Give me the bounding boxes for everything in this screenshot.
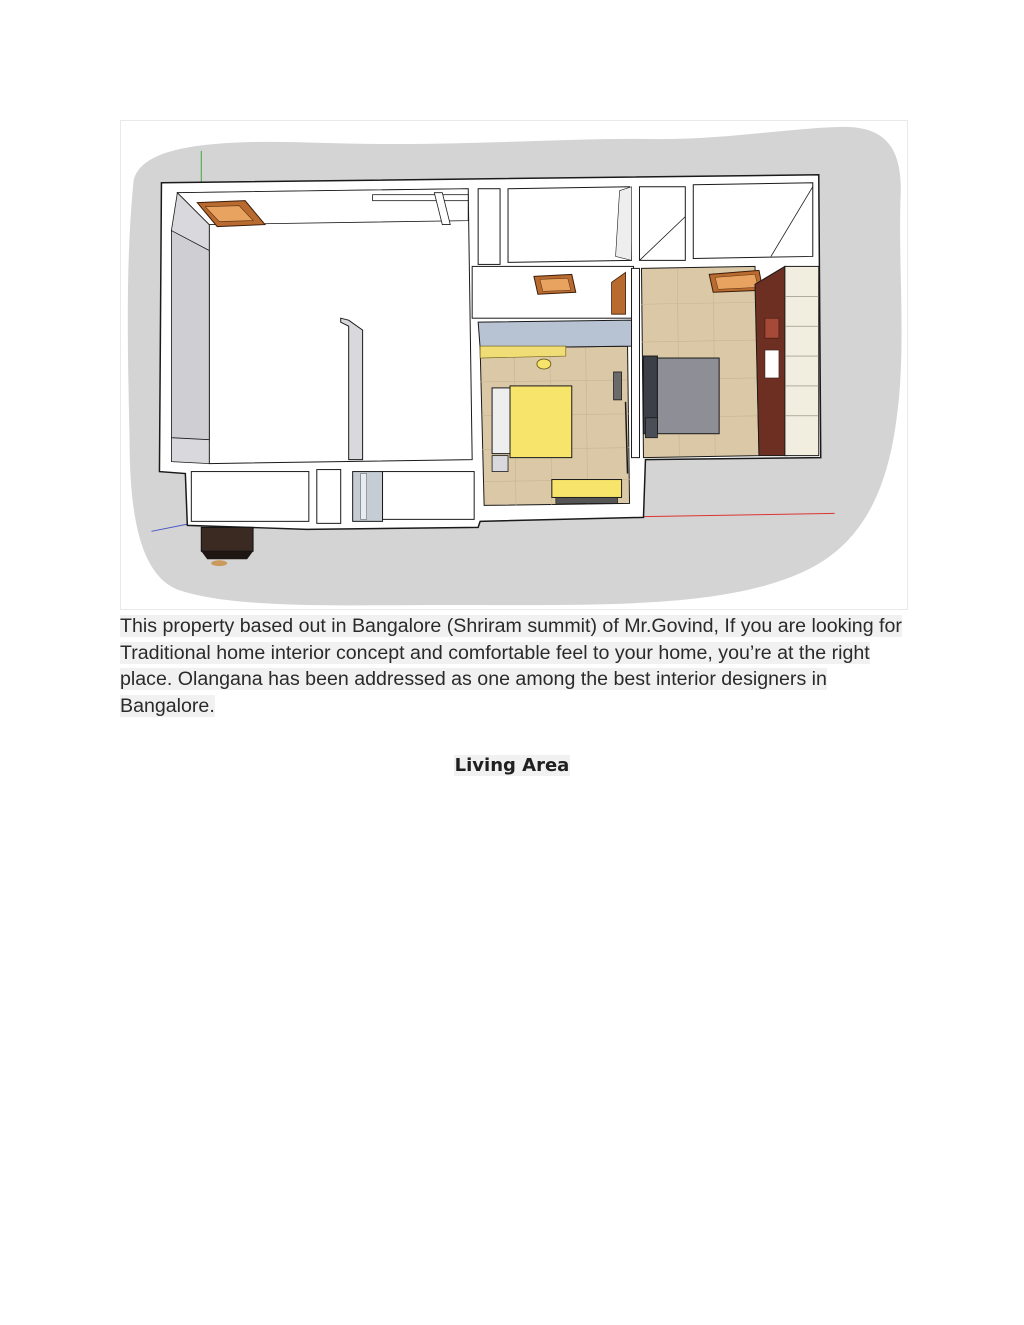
floor-plan-image (120, 120, 908, 610)
description-paragraph (120, 613, 910, 719)
section-heading (0, 754, 1024, 778)
section-heading-text: Living Area (454, 755, 570, 776)
floor-plan-3d-render (121, 121, 907, 609)
living-room-floor (177, 189, 472, 464)
bed-grey (657, 358, 719, 434)
bed-yellow (510, 386, 572, 458)
storage-room (508, 187, 631, 263)
description-text: This property based out in Bangalore (Shriram summit) of Mr.Govind, If you are looking for Traditional home interior concept and comfortable feel to your home, you’re at the right place. Olangana has been addressed as one among the best interior designers in Bangalore. (120, 615, 902, 717)
